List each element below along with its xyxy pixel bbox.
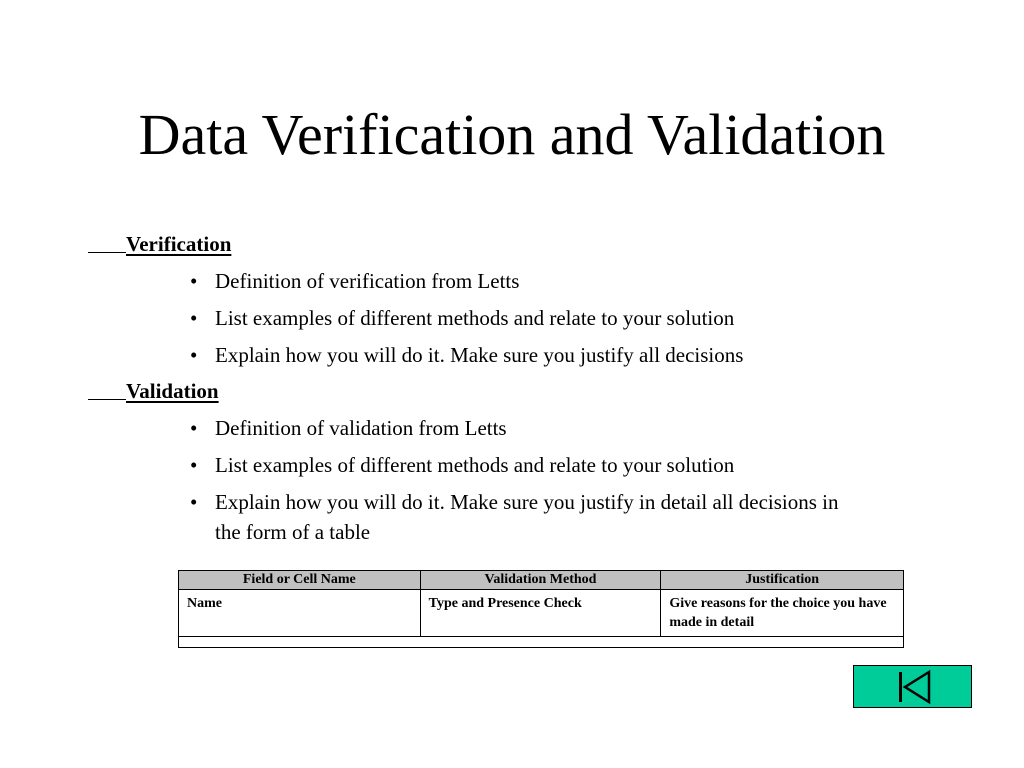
bullet-text: Explain how you will do it. Make sure you justify all decisions — [215, 343, 744, 367]
heading-indent — [88, 398, 126, 400]
table-cell — [179, 637, 904, 648]
skip-back-icon — [854, 666, 971, 707]
bullet-text: Definition of validation from Letts — [215, 416, 507, 440]
bullet-icon: • — [190, 306, 198, 330]
table-header-cell: Field or Cell Name — [179, 571, 421, 590]
bullet-text: List examples of different methods and relate to your solution — [215, 306, 735, 330]
table-cell: Give reasons for the choice you have made in detail — [661, 590, 904, 637]
heading-indent — [88, 251, 126, 253]
list-item — [190, 303, 875, 333]
bullet-text: Definition of verification from Letts — [215, 269, 520, 293]
table-cell: Type and Presence Check — [420, 590, 661, 637]
validation-bullet-list — [190, 413, 875, 554]
slide-title: Data Verification and Validation — [138, 102, 886, 167]
list-item — [190, 450, 875, 480]
table-row — [179, 590, 904, 637]
bullet-icon: • — [190, 269, 198, 293]
bullet-icon: • — [190, 490, 198, 514]
list-item — [190, 413, 875, 443]
validation-table — [178, 570, 904, 648]
validation-heading — [88, 378, 219, 404]
table-header-row — [179, 571, 904, 590]
verification-bullet-list — [190, 266, 875, 377]
verification-heading-label: Verification — [126, 232, 232, 256]
table-header-cell: Validation Method — [420, 571, 661, 590]
table-cell: Name — [179, 590, 421, 637]
validation-heading-label: Validation — [126, 379, 219, 403]
bullet-icon: • — [190, 453, 198, 477]
table-header-cell: Justification — [661, 571, 904, 590]
back-to-start-button[interactable] — [853, 665, 972, 708]
bullet-text: Explain how you will do it. Make sure you justify in detail all decisions in the form of a table — [215, 490, 839, 544]
bullet-icon: • — [190, 416, 198, 440]
list-item — [190, 340, 875, 370]
table-row — [179, 637, 904, 648]
list-item — [190, 266, 875, 296]
bullet-text: List examples of different methods and relate to your solution — [215, 453, 735, 477]
bullet-icon: • — [190, 343, 198, 367]
verification-heading — [88, 231, 231, 257]
list-item — [190, 487, 865, 547]
